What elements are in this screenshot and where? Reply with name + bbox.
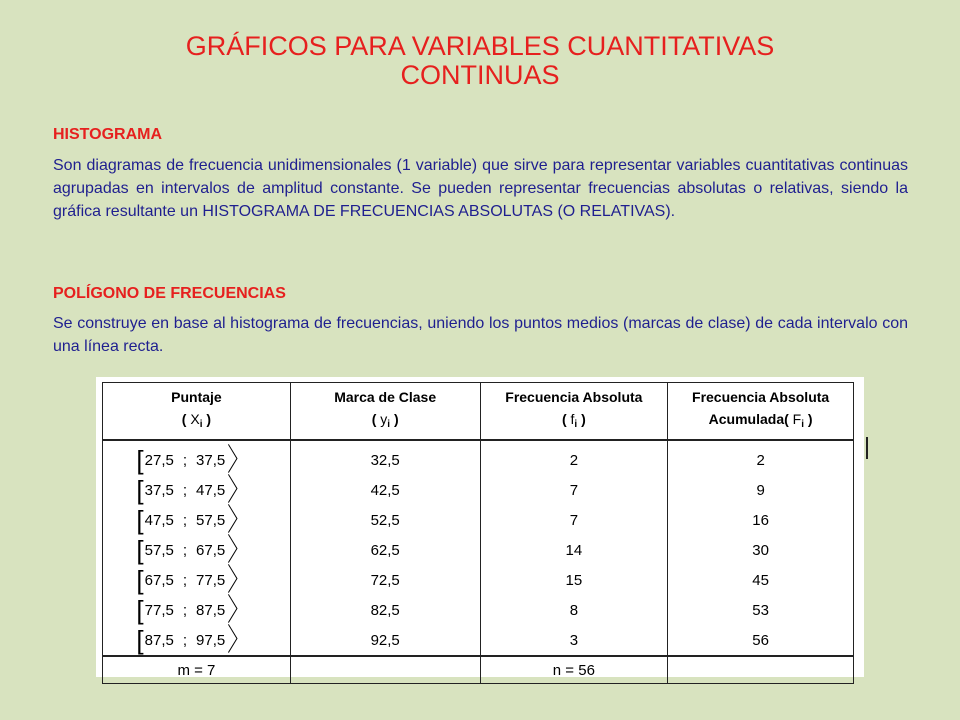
- right-angle-bracket-icon: 〉: [227, 501, 250, 537]
- class-mark-cell: 42,5: [290, 475, 480, 505]
- table-body: [103, 440, 854, 656]
- right-angle-bracket-icon: 〉: [227, 561, 250, 597]
- footer-n: n = 56: [480, 656, 668, 684]
- frequency-table-image: [96, 377, 864, 677]
- header-frecuencia-acumulada: Frecuencia Absoluta Acumulada( $F_i$ ): [668, 383, 854, 441]
- interval-separator: ;: [182, 512, 188, 529]
- absolute-frequency-cell: 7: [480, 475, 668, 505]
- table-row: [103, 595, 854, 625]
- frequency-table: [102, 382, 854, 684]
- interval: [136, 501, 256, 537]
- class-mark-cell: 92,5: [290, 625, 480, 656]
- table-row: [103, 565, 854, 595]
- right-angle-bracket-icon: 〉: [227, 471, 250, 507]
- interval-lower: 67,5: [144, 572, 174, 589]
- interval-cell: [103, 591, 291, 627]
- interval-upper: 37,5: [196, 452, 226, 469]
- cumulative-frequency-cell: 45: [668, 565, 854, 595]
- interval-lower: 77,5: [144, 602, 174, 619]
- table-footer-row: [103, 656, 854, 684]
- interval-separator: ;: [182, 632, 188, 649]
- interval-cell: [103, 531, 291, 567]
- interval: [136, 471, 256, 507]
- absolute-frequency-cell: 7: [480, 505, 668, 535]
- left-bracket-icon: [: [136, 625, 144, 655]
- right-angle-bracket-icon: 〉: [227, 591, 250, 627]
- interval-cell: [103, 621, 291, 657]
- right-angle-bracket-icon: 〉: [227, 621, 250, 657]
- interval-lower: 87,5: [144, 632, 174, 649]
- absolute-frequency-cell: 2: [480, 440, 668, 475]
- absolute-frequency-cell: 14: [480, 535, 668, 565]
- header-puntaje: Puntaje ( $X_i$ ): [103, 383, 291, 441]
- right-angle-bracket-icon: 〉: [227, 441, 250, 477]
- table-row: [103, 475, 854, 505]
- left-bracket-icon: [: [136, 475, 144, 505]
- absolute-frequency-cell: 15: [480, 565, 668, 595]
- header-marca-de-clase: Marca de Clase ( $y_i$ ): [290, 383, 480, 441]
- footer-empty-1: [290, 656, 480, 684]
- page-title-line1: GRÁFICOS PARA VARIABLES CUANTITATIVAS: [185, 31, 775, 61]
- interval-upper: 77,5: [196, 572, 226, 589]
- polygon-paragraph: Se construye en base al histograma de frecuencias, uniendo los puntos medios (marcas de clase) de cada intervalo con una línea recta.: [53, 315, 908, 355]
- table-header-row: [103, 383, 854, 441]
- interval-lower: 57,5: [144, 542, 174, 559]
- absolute-frequency-cell: 3: [480, 625, 668, 656]
- interval-separator: ;: [182, 542, 188, 559]
- cumulative-frequency-cell: 9: [668, 475, 854, 505]
- cumulative-frequency-cell: 16: [668, 505, 854, 535]
- interval-upper: 67,5: [196, 542, 226, 559]
- histogram-paragraph: Son diagramas de frecuencia unidimensionales (1 variable) que sirve para representar variables cuantitativas continuas agrupadas en intervalos de amplitud constante. Se pueden representar frecuencias absolutas o relativas, siendo la gráfica resultante un HISTOGRAMA DE FRECUENCIAS ABSOLUTAS (O RELATIVAS).: [53, 157, 908, 220]
- cumulative-frequency-cell: 53: [668, 595, 854, 625]
- interval: [136, 561, 256, 597]
- left-bracket-icon: [: [136, 535, 144, 565]
- left-bracket-icon: [: [136, 505, 144, 535]
- interval-cell: [103, 501, 291, 537]
- footer-empty-2: [668, 656, 854, 684]
- interval-upper: 97,5: [196, 632, 226, 649]
- class-mark-cell: 72,5: [290, 565, 480, 595]
- left-bracket-icon: [: [136, 445, 144, 475]
- interval-upper: 87,5: [196, 602, 226, 619]
- interval-separator: ;: [182, 452, 188, 469]
- interval-lower: 37,5: [144, 482, 174, 499]
- right-angle-bracket-icon: 〉: [227, 531, 250, 567]
- class-mark-cell: 82,5: [290, 595, 480, 625]
- class-mark-cell: 52,5: [290, 505, 480, 535]
- interval: [136, 621, 256, 657]
- histogram-heading: HISTOGRAMA: [53, 126, 163, 143]
- table-edge-mark: [866, 437, 868, 459]
- interval: [136, 591, 256, 627]
- left-bracket-icon: [: [136, 595, 144, 625]
- interval-cell: [103, 471, 291, 507]
- table-row: [103, 505, 854, 535]
- interval-upper: 57,5: [196, 512, 226, 529]
- footer-m: m = 7: [103, 656, 291, 684]
- cumulative-frequency-cell: 30: [668, 535, 854, 565]
- polygon-heading: POLÍGONO DE FRECUENCIAS: [53, 285, 286, 302]
- interval-separator: ;: [182, 572, 188, 589]
- interval-lower: 47,5: [144, 512, 174, 529]
- table-row: [103, 440, 854, 475]
- page-title: [100, 32, 860, 90]
- cumulative-frequency-cell: 56: [668, 625, 854, 656]
- interval-separator: ;: [182, 602, 188, 619]
- absolute-frequency-cell: 8: [480, 595, 668, 625]
- interval-cell: [103, 440, 291, 475]
- table-row: [103, 535, 854, 565]
- cumulative-frequency-cell: 2: [668, 440, 854, 475]
- class-mark-cell: 62,5: [290, 535, 480, 565]
- interval-upper: 47,5: [196, 482, 226, 499]
- page-title-line2: CONTINUAS: [400, 60, 560, 90]
- interval: [136, 441, 256, 477]
- left-bracket-icon: [: [136, 565, 144, 595]
- interval-separator: ;: [182, 482, 188, 499]
- header-frecuencia-absoluta: Frecuencia Absoluta ( $f_i$ ): [480, 383, 668, 441]
- interval-lower: 27,5: [144, 452, 174, 469]
- table-row: [103, 625, 854, 656]
- interval: [136, 531, 256, 567]
- interval-cell: [103, 561, 291, 597]
- class-mark-cell: 32,5: [290, 440, 480, 475]
